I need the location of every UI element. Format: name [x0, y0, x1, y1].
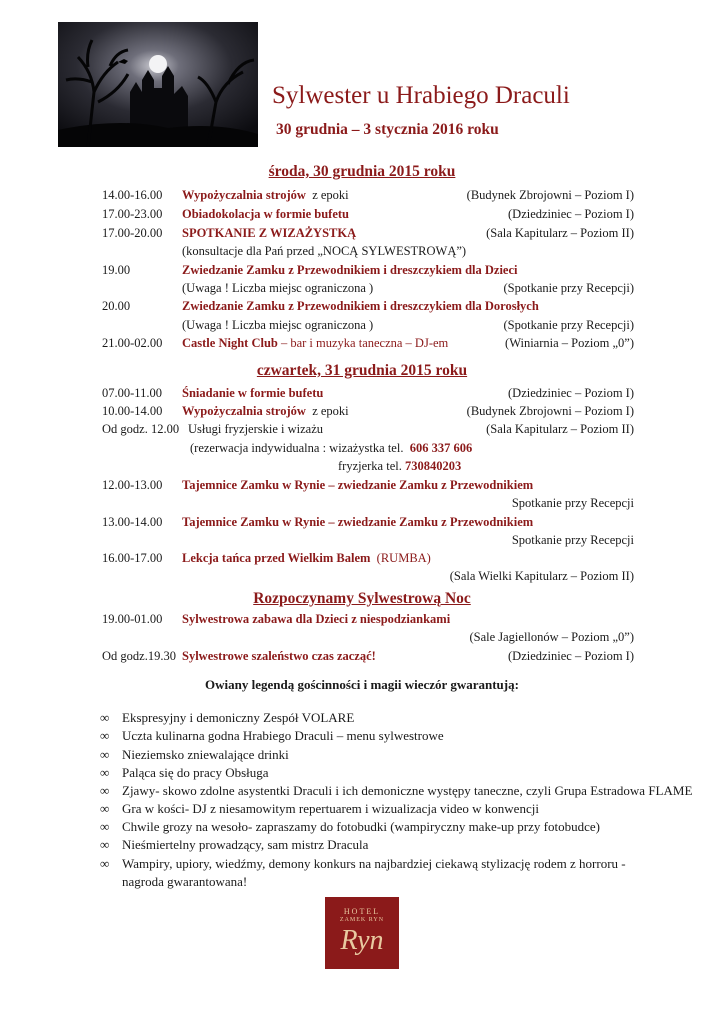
day1-heading: środa, 30 grudnia 2015 roku [268, 163, 456, 180]
row-time: 17.00-20.00 [102, 226, 163, 240]
row-time: 10.00-14.00 [102, 404, 163, 418]
infinity-bullet-icon: ∞ [100, 747, 110, 762]
row-location: Spotkanie przy Recepcji [511, 533, 634, 547]
row-activity: Śniadanie w formie bufetu [182, 386, 324, 400]
row-time: 14.00-16.00 [102, 188, 163, 202]
infinity-bullet-icon: ∞ [100, 837, 110, 852]
row-activity: Tajemnice Zamku w Rynie – zwiedzanie Zamku z Przewodnikiem [182, 515, 534, 529]
row-time: 17.00-23.00 [102, 207, 163, 221]
row-note: (Uwaga ! Liczba miejsc ograniczona ) [182, 281, 374, 295]
schedule-row [102, 186, 634, 204]
row-note: (konsultacje dla Pań przed „NOCĄ SYLWESTROWĄ”) [182, 244, 467, 258]
guarantee-heading: Owiany legendą gościnności i magii wieczór gwarantują: [205, 677, 519, 692]
row-activity: Sylwestrowe szaleństwo czas zacząć! [182, 649, 376, 663]
schedule-row [102, 402, 634, 420]
schedule-row [102, 205, 634, 223]
schedule-row [102, 224, 634, 242]
schedule-row [102, 494, 634, 512]
row-activity-extra: z epoki [312, 404, 349, 418]
phone-number: 606 337 606 [409, 441, 473, 455]
infinity-bullet-icon: ∞ [100, 765, 110, 780]
schedule-row [102, 439, 634, 457]
schedule-row [102, 384, 634, 402]
schedule-row [102, 261, 634, 279]
schedule-row [102, 567, 634, 585]
row-time: 20.00 [102, 299, 131, 313]
row-time: 21.00-02.00 [102, 336, 163, 350]
infinity-bullet-icon: ∞ [100, 728, 110, 743]
castle-moon-icon [58, 22, 258, 147]
schedule-row [102, 334, 634, 352]
row-activity: Wypożyczalnia strojów [182, 188, 306, 202]
row-activity: SPOTKANIE Z WIZAŻYSTKĄ [182, 226, 357, 240]
infinity-bullet-icon: ∞ [100, 710, 110, 725]
infinity-bullet-icon: ∞ [100, 856, 110, 871]
infinity-bullet-icon: ∞ [100, 801, 110, 816]
infinity-bullet-icon: ∞ [100, 783, 110, 798]
row-activity-extra: – bar i muzyka taneczna – DJ-em [280, 336, 449, 350]
row-time: 19.00 [102, 263, 131, 277]
row-location: (Sala Kapitularz – Poziom II) [486, 226, 634, 240]
row-location: (Dziedziniec – Poziom I) [508, 649, 634, 663]
row-activity: Tajemnice Zamku w Rynie – zwiedzanie Zamku z Przewodnikiem [182, 478, 534, 492]
row-note: (rezerwacja indywidualna : wizażystka tel. [190, 441, 404, 455]
schedule-row [102, 610, 634, 628]
schedule-row [102, 316, 634, 334]
row-activity-extra: Usługi fryzjerskie i wizażu [188, 422, 324, 436]
schedule-row [102, 647, 634, 665]
row-activity: Lekcja tańca przed Wielkim Balem [182, 551, 371, 565]
row-location: (Dziedziniec – Poziom I) [508, 386, 634, 400]
schedule-row [102, 457, 634, 475]
schedule-row [102, 628, 634, 646]
page-subtitle: 30 grudnia – 3 stycznia 2016 roku [276, 121, 499, 138]
schedule-row [102, 297, 634, 315]
row-location: (Sale Jagiellonów – Poziom „0”) [469, 630, 634, 644]
row-location: (Sala Wielki Kapitularz – Poziom II) [449, 569, 634, 583]
row-note: fryzjerka tel. [338, 459, 402, 473]
row-note: (Uwaga ! Liczba miejsc ograniczona ) [182, 318, 374, 332]
page-title: Sylwester u Hrabiego Draculi [272, 82, 570, 109]
row-activity: Zwiedzanie Zamku z Przewodnikiem i dreszczykiem dla Dzieci [182, 263, 518, 277]
schedule-row [102, 242, 634, 260]
schedule-row [102, 476, 634, 494]
row-activity: Castle Night Club [182, 336, 278, 350]
row-location: (Budynek Zbrojowni – Poziom I) [466, 188, 634, 202]
row-time: 13.00-14.00 [102, 515, 163, 529]
row-location: (Winiarnia – Poziom „0”) [505, 336, 634, 350]
row-time: 19.00-01.00 [102, 612, 163, 626]
row-location: (Dziedziniec – Poziom I) [508, 207, 634, 221]
row-time: Od godz. 12.00 [102, 422, 180, 436]
row-time: 07.00-11.00 [102, 386, 162, 400]
schedule-row [102, 279, 634, 297]
infinity-bullet-icon: ∞ [100, 819, 110, 834]
row-location: Spotkanie przy Recepcji [511, 496, 634, 510]
row-time: 12.00-13.00 [102, 478, 163, 492]
row-activity: Sylwestrowa zabawa dla Dzieci z niespodziankami [182, 612, 451, 626]
row-activity: Obiadokolacja w formie bufetu [182, 207, 350, 221]
day2-heading: czwartek, 31 grudnia 2015 roku [256, 362, 468, 379]
dracula-castle-illustration [58, 22, 258, 147]
row-location: (Sala Kapitularz – Poziom II) [486, 422, 634, 436]
schedule-row [102, 513, 634, 531]
night-heading: Rozpoczynamy Sylwestrową Noc [253, 590, 471, 607]
hotel-zamek-ryn-logo: HOTEL ZAMEK RYN Ryn [325, 897, 399, 969]
row-location: (Budynek Zbrojowni – Poziom I) [466, 404, 634, 418]
row-location: (Spotkanie przy Recepcji) [503, 281, 634, 295]
schedule-row [102, 549, 634, 567]
row-activity: Wypożyczalnia strojów [182, 404, 306, 418]
row-time: Od godz.19.30 [102, 649, 176, 663]
row-location: (Spotkanie przy Recepcji) [503, 318, 634, 332]
schedule-row [102, 531, 634, 549]
row-activity-extra: z epoki [312, 188, 349, 202]
row-activity: Zwiedzanie Zamku z Przewodnikiem i dreszczykiem dla Dorosłych [182, 299, 539, 313]
phone-number: 730840203 [404, 459, 462, 473]
row-activity-extra: (RUMBA) [376, 551, 431, 565]
schedule-row [102, 420, 634, 438]
row-time: 16.00-17.00 [102, 551, 163, 565]
